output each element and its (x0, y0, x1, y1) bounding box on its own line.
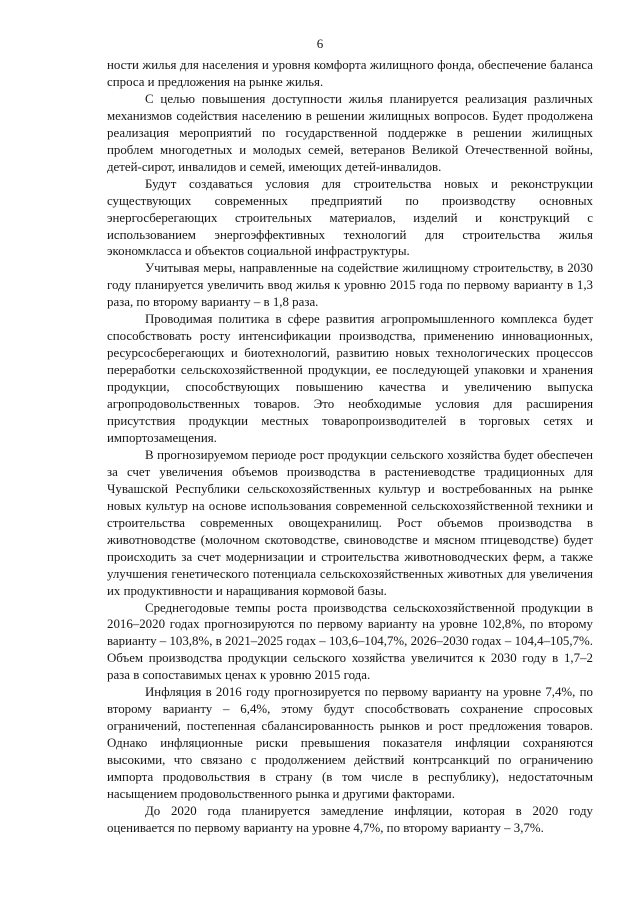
document-body (107, 57, 593, 837)
paragraph-inflation-2020: До 2020 года планируется замедление инфляции, которая в 2020 году оценивается по первому варианту на уровне 4,7%, по второму варианту – 3,7%. (107, 803, 593, 835)
paragraph-housing-affordability: С целью повышения доступности жилья планируется реализация различных механизмов содействия населению в решении жилищных вопросов. Будет продолжена реализация мероприятий по государственной поддержке в решении жилищных проблем многодетных и молодых семей, ветеранов Великой Отечественной войны, детей-сирот, инвалидов и семей, имеющих детей-инвалидов. (107, 91, 593, 174)
paragraph-growth-rates: Среднегодовые темпы роста производства сельскохозяйственной продукции в 2016–2020 годах прогнозируются по первому варианту на уровне 102,8%, по второму варианту – 103,8%, в 2021–2025 годах – 103,6–104,7%, 2026–2030 годах – 104,4–105,7%. Объем производства продукции сельского хозяйства увеличится к 2030 году в 1,7–2 раза в сопоставимых ценах к уровню 2015 года. (107, 600, 593, 683)
paragraph-agriculture-growth: В прогнозируемом периоде рост продукции сельского хозяйства будет обеспечен за счет увеличения объемов производства в растениеводстве традиционных для Чувашской Республики сельскохозяйственных культур и востребованных на рынке новых культур на основе использования современной сельскохозяйственной техники и строительства современных овощехранилищ. Рост объемов производства в животноводстве (молочном скотоводстве, свиноводстве и мясном птицеводстве) будет происходить за счет модернизации и строительства животноводческих ферм, а также улучшения генетического потенциала сельскохозяйственных животных для увеличения их продуктивности и наращивания кормовой базы. (107, 447, 593, 598)
paragraph-housing-input: Учитывая меры, направленные на содействие жилищному строительству, в 2030 году планируется увеличить ввод жилья к уровню 2015 года по первому варианту в 1,3 раза, по второму варианту – в 1,8 раза. (107, 261, 593, 310)
page-number: 6 (316, 36, 324, 51)
paragraph-inflation-2016: Инфляция в 2016 году прогнозируется по первому варианту на уровне 7,4%, по второму варианту – 6,4%, этому будут способствовать сохранение спросовых ограничений, постепенная сбалансированность рынков и рост предложения товаров. Однако инфляционные риски превышения показателя инфляции сохраняются высокими, что связано с продолжением действий контрсанкций по ограничению импорта продовольствия в страну (в том числе в республику), недостаточным насыщением продовольственного рынка и другими факторами. (107, 685, 593, 801)
paragraph-continuation: ности жилья для населения и уровня комфорта жилищного фонда, обеспечение баланса спроса и предложения на рынке жилья. (107, 58, 593, 89)
paragraph-construction-materials: Будут создаваться условия для строительства новых и реконструкции существующих современных предприятий по производству основных энергосберегающих строительных материалов, изделий и конструкций с использованием энергоэффективных технологий для строительства жилья экономкласса и объектов социальной инфраструктуры. (107, 176, 593, 259)
paragraph-agro-policy: Проводимая политика в сфере развития агропромышленного комплекса будет способствовать росту интенсификации производства, применению инновационных, ресурсосберегающих и биотехнологий, развитию новых технологических процессов переработки сельскохозяйственной продукции, ее последующей упаковки и хранения продукции, способствующих повышению качества и увеличению выпуска агропродовольственных товаров. Это необходимые условия для расширения присутствия продукции местных товаропроизводителей в торговых сетях и импортозамещения. (107, 312, 593, 445)
